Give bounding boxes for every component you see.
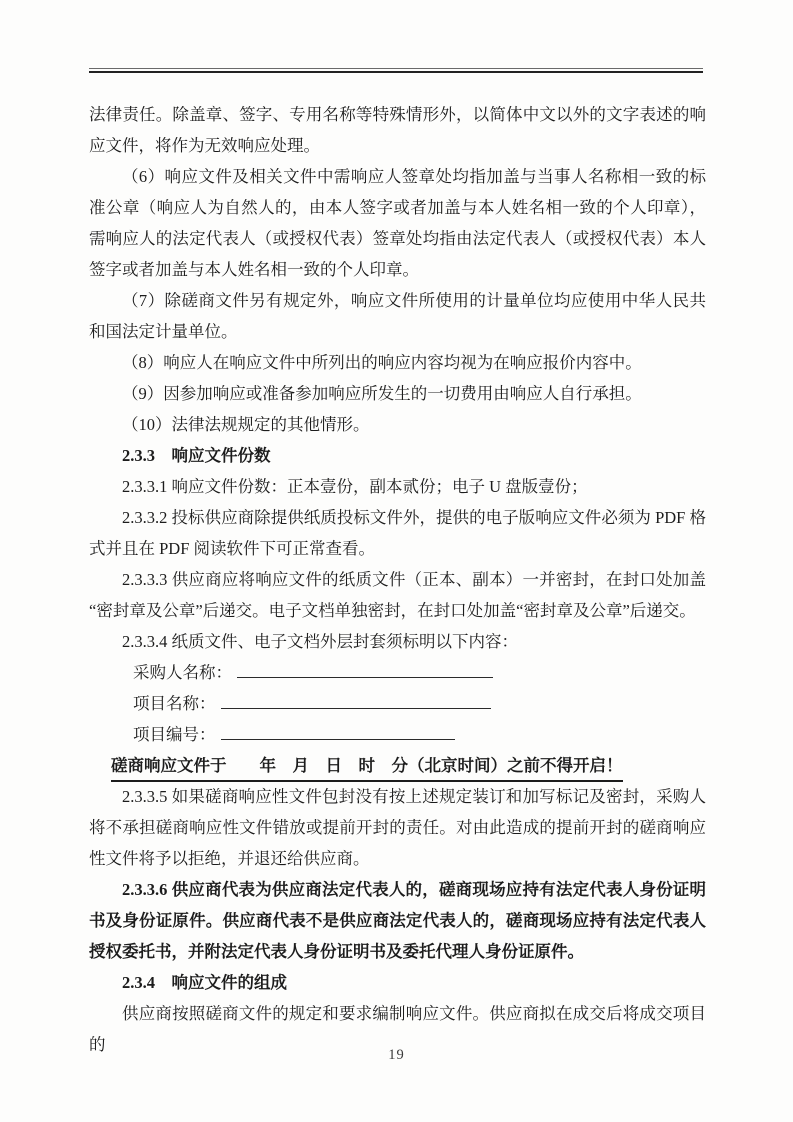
section-heading-234: 2.3.4 响应文件的组成: [122, 973, 287, 992]
field-label: 采购人名称：: [133, 663, 232, 682]
clause-2331: 2.3.3.1 响应文件份数：正本壹份，副本贰份；电子 U 盘版壹份；: [122, 477, 588, 496]
blank-underline: [221, 719, 455, 740]
blank-underline: [237, 657, 493, 678]
form-field-purchaser-name: [89, 657, 706, 688]
clause-8: （8）响应人在响应文件中所列出的响应内容均视为在响应报价内容中。: [122, 353, 642, 372]
clause-2334: 2.3.3.4 纸质文件、电子文档外层封套须标明以下内容：: [122, 632, 518, 651]
clause-9: （9）因参加响应或准备参加响应所发生的一切费用由响应人自行承担。: [122, 384, 642, 403]
header-double-rule: [89, 68, 703, 73]
do-not-open-notice-text: 磋商响应文件于 年 月 日 时 分（北京时间）之前不得开启！: [111, 752, 623, 782]
page-number: 19: [388, 1047, 405, 1063]
clause-2335: 2.3.3.5 如果磋商响应性文件包封没有按上述规定装订和加写标记及密封，采购人将不承担磋商响应性文件错放或提前开封的责任。对由此造成的提前开封的磋商响应性文件将予以拒绝，并退还给供应商。: [89, 787, 706, 868]
clause-7: （7）除磋商文件另有规定外，响应文件所使用的计量单位均应使用中华人民共和国法定计量单位。: [89, 291, 706, 341]
clause-2333: 2.3.3.3 供应商应将响应文件的纸质文件（正本、副本）一并密封，在封口处加盖“密封章及公章”后递交。电子文档单独密封，在封口处加盖“密封章及公章”后递交。: [89, 570, 706, 620]
clause-6: （6）响应文件及相关文件中需响应人签章处均指加盖与当事人名称相一致的标准公章（响应人为自然人的，由本人签字或者加盖与本人姓名相一致的个人印章），需响应人的法定代表人（或授权代表）签章处均指由法定代表人（或授权代表）本人签字或者加盖与本人姓名相一致的个人印章。: [89, 167, 706, 279]
field-label: 项目编号：: [133, 725, 216, 744]
form-field-project-name: [89, 688, 706, 719]
clause-10: （10）法律法规规定的其他情形。: [122, 415, 370, 434]
section-heading-233: 2.3.3 响应文件份数: [122, 446, 271, 465]
blank-underline: [221, 688, 491, 709]
paragraph-continuation: 法律责任。除盖章、签字、专用名称等特殊情形外，以简体中文以外的文字表述的响应文件，将作为无效响应处理。: [89, 105, 706, 155]
paragraph-composition-intro: 供应商按照磋商文件的规定和要求编制响应文件。供应商拟在成交后将成交项目的: [89, 1004, 706, 1054]
clause-2336: 2.3.3.6 供应商代表为供应商法定代表人的，磋商现场应持有法定代表人身份证明书及身份证原件。供应商代表不是供应商法定代表人的，磋商现场应持有法定代表人授权委托书，并附法定代表人身份证明书及委托代理人身份证原件。: [89, 880, 706, 961]
field-label: 项目名称：: [133, 694, 216, 713]
document-content: [89, 99, 706, 1060]
clause-2332: 2.3.3.2 投标供应商除提供纸质投标文件外，提供的电子版响应文件必须为 PDF 格式并且在 PDF 阅读软件下可正常查看。: [89, 508, 706, 558]
do-not-open-notice: [89, 750, 706, 781]
page-footer: [0, 1047, 793, 1064]
form-field-project-number: [89, 719, 706, 750]
